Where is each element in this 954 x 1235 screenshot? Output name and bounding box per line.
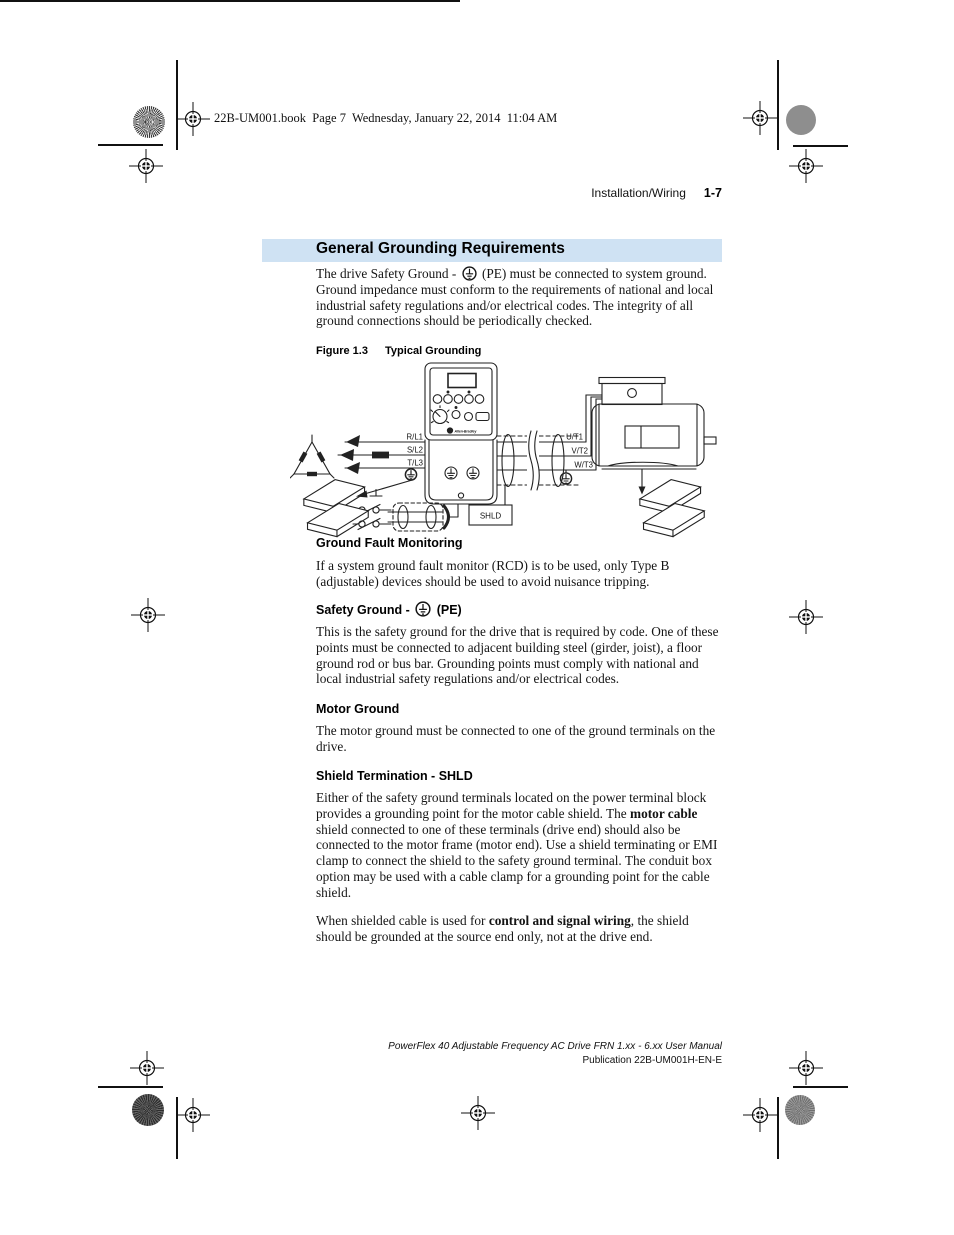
registration-target-icon <box>742 100 778 136</box>
emphasis-motor-cable: motor cable <box>630 805 698 821</box>
registration-target-icon <box>175 101 211 137</box>
section-heading-safety-ground <box>316 601 462 617</box>
halftone-dot-icon <box>785 1095 815 1125</box>
section-heading-ground-fault: Ground Fault Monitoring <box>316 536 463 550</box>
registration-target-icon <box>175 1097 211 1133</box>
header-rule <box>0 0 460 2</box>
safety-ground-heading-before: Safety Ground - <box>316 603 414 617</box>
wire-label-v-t2: V/T2 <box>571 446 588 456</box>
paragraph-shield-termination-2 <box>316 913 726 945</box>
print-header: 22B-UM001.book Page 7 Wednesday, January 22, 2014 11:04 AM <box>214 111 558 125</box>
shield-p2-after: , the shield should be grounded at the source end only, not at the drive end. <box>316 913 689 944</box>
crop-mark <box>793 145 848 147</box>
paragraph-safety-ground: This is the safety ground for the drive that is required by code. One of these points must be connected to adjacent building steel (girder, joist), a floor ground rod or bus bar. Grounding points must comply with national and local industrial safety regulations and/or electrical codes. <box>316 624 719 687</box>
intro-text-before: The drive Safety Ground - <box>316 266 460 281</box>
building-steel-icon <box>304 480 368 537</box>
building-steel-icon <box>640 480 704 537</box>
wire-label-t-l3: T/L3 <box>407 458 423 468</box>
shield-p1-after: shield connected to one of these terminals (drive end) should also be connected to the motor frame (motor end). Use a shield terminating or EMI clamp to connect the shield to the safety ground terminal. The conduit box option may be used with a cable clamp for a grounding point for the cable shield. <box>316 821 718 900</box>
pe-terminal-icon <box>445 467 479 479</box>
halftone-dot-icon <box>786 105 816 135</box>
fuse-icon <box>372 452 389 459</box>
pe-terminal-icon <box>405 468 416 480</box>
wire-label-w-t3: W/T3 <box>574 460 593 470</box>
drive-body <box>425 440 497 504</box>
section-heading-motor-ground: Motor Ground <box>316 702 400 716</box>
wire-label-u-t1: U/T1 <box>566 432 583 442</box>
paragraph-ground-fault: If a system ground fault monitor (RCD) is to be used, only Type B (adjustable) devices should be used to avoid nuisance tripping. <box>316 558 670 589</box>
motor <box>592 378 716 470</box>
allen-bradley-logo-icon <box>447 428 452 433</box>
halftone-dot-icon <box>133 106 165 138</box>
registration-target-icon <box>129 1050 165 1086</box>
crop-mark <box>793 1086 848 1088</box>
drive-keypad <box>425 363 497 440</box>
registration-target-icon <box>788 148 824 184</box>
header-section-label: Installation/Wiring <box>591 186 686 200</box>
ground-symbol-icon <box>415 601 431 617</box>
wire-label-s-l2: S/L2 <box>406 445 423 455</box>
figure-label: Figure 1.3 <box>316 345 368 357</box>
crop-mark <box>98 144 163 146</box>
footer-publication-number: Publication 22B-UM001H-EN-E <box>582 1054 722 1066</box>
paragraph-motor-ground: The motor ground must be connected to one of the ground terminals on the drive. <box>316 723 716 754</box>
intro-paragraph <box>316 266 726 329</box>
registration-target-icon <box>460 1095 496 1131</box>
emphasis-control-signal-wiring: control and signal wiring <box>488 913 631 928</box>
registration-target-icon <box>788 1050 824 1086</box>
shield-p2-before: When shielded cable is used for <box>316 913 489 928</box>
ground-symbol-icon <box>462 266 477 281</box>
page-header <box>591 186 722 200</box>
motor-cable <box>497 395 602 490</box>
halftone-dot-icon <box>132 1094 164 1126</box>
crop-mark <box>98 1086 163 1088</box>
section-heading-shield-termination: Shield Termination - SHLD <box>316 769 473 783</box>
registration-target-icon <box>128 148 164 184</box>
page-footer <box>388 1040 722 1067</box>
figure-caption <box>316 345 481 357</box>
paragraph-shield-termination-1 <box>316 790 726 901</box>
grounding-diagram <box>290 357 720 541</box>
figure-title: Typical Grounding <box>385 345 482 357</box>
registration-target-icon <box>130 597 166 633</box>
cable-clamp-icon <box>388 503 458 531</box>
brand-label: Allen-Bradley <box>454 429 477 434</box>
intro-text-after: (PE) must be connected to system ground. Ground impedance must conform to the requirements of national and local industrial safety regulations and/or electrical codes. The integrity of all ground connections should be periodically checked. <box>316 266 714 329</box>
delta-winding-icon <box>290 435 334 478</box>
footer-manual-title: PowerFlex 40 Adjustable Frequency AC Drive FRN 1.xx - 6.xx User Manual <box>388 1041 722 1052</box>
registration-target-icon <box>742 1097 778 1133</box>
safety-ground-heading-after: (PE) <box>433 603 462 617</box>
registration-target-icon <box>788 599 824 635</box>
shield-p1-before: Either of the safety ground terminals located on the power terminal block provides a grounding point for the motor cable shield. The <box>316 790 707 821</box>
page-number: 1-7 <box>703 186 722 200</box>
wire-label-r-l1: R/L1 <box>406 432 423 442</box>
page-title: General Grounding Requirements <box>316 240 565 257</box>
shld-label: SHLD <box>479 511 502 521</box>
